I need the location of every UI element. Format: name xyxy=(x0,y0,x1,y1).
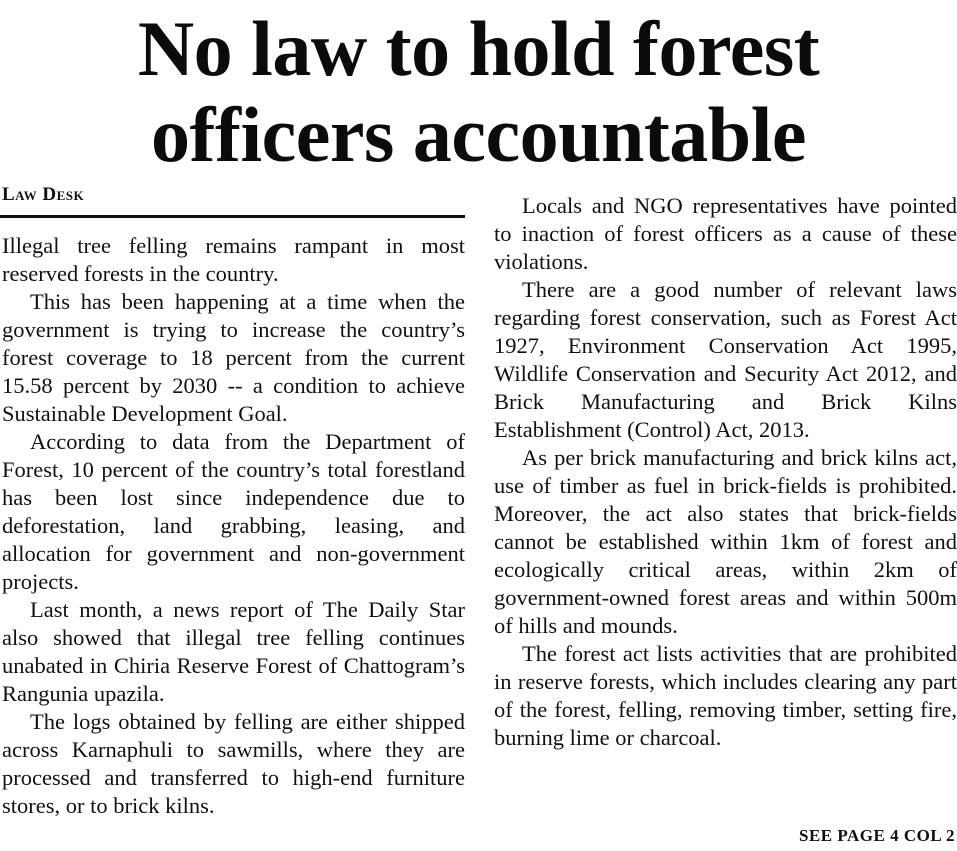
paragraph: There are a good number of relevant laws regarding forest conservation, such as Forest Act 1927, Environment Conservation Act 1995, Wildlife Conservation and Security Act 2012, and Brick Manufacturing and Brick Kilns Establishment (Control) Act, 2013. xyxy=(494,277,957,442)
paragraph: Illegal tree felling remains rampant in most reserved forests in the country. xyxy=(2,233,465,286)
paragraph: As per brick manufacturing and brick kilns act, use of timber as fuel in brick-fields is prohibited. Moreover, the act also states that brick-fields cannot be established within 1km of forest and ecologically critical areas, within 2km of government-owned forest areas and within 500m of hills and mounds. xyxy=(494,445,957,638)
paragraph: The logs obtained by felling are either shipped across Karnaphuli to sawmills, where they are processed and transferred to high-end furniture stores, or to brick kilns. xyxy=(2,709,465,818)
paragraph: This has been happening at a time when the government is trying to increase the country’s forest coverage to 18 percent from the current 15.58 percent by 2030 -- a condition to achieve Sustainable Development Goal. xyxy=(2,289,465,426)
paragraph: Last month, a news report of The Daily Star also showed that illegal tree felling continues unabated in Chiria Reserve Forest of Chattogram’s Rangunia upazila. xyxy=(2,597,465,706)
paragraph: The forest act lists activities that are prohibited in reserve forests, which includes clearing any part of the forest, felling, removing timber, setting fire, burning lime or charcoal. xyxy=(494,641,957,750)
headline xyxy=(0,6,957,178)
byline-rule xyxy=(0,215,465,218)
left-column xyxy=(2,232,465,820)
byline: Law Desk xyxy=(2,184,85,205)
right-column xyxy=(494,192,957,752)
paragraph: Locals and NGO representatives have pointed to inaction of forest officers as a cause of these violations. xyxy=(494,193,957,274)
headline-line-1: No law to hold forest xyxy=(137,5,820,92)
headline-line-2: officers accountable xyxy=(151,91,806,178)
paragraph: According to data from the Department of Forest, 10 percent of the country’s total forestland has been lost since independence due to deforestation, land grabbing, leasing, and allocation for government and non-government projects. xyxy=(2,429,465,594)
continuation-jump-line: SEE PAGE 4 COL 2 xyxy=(799,826,955,845)
